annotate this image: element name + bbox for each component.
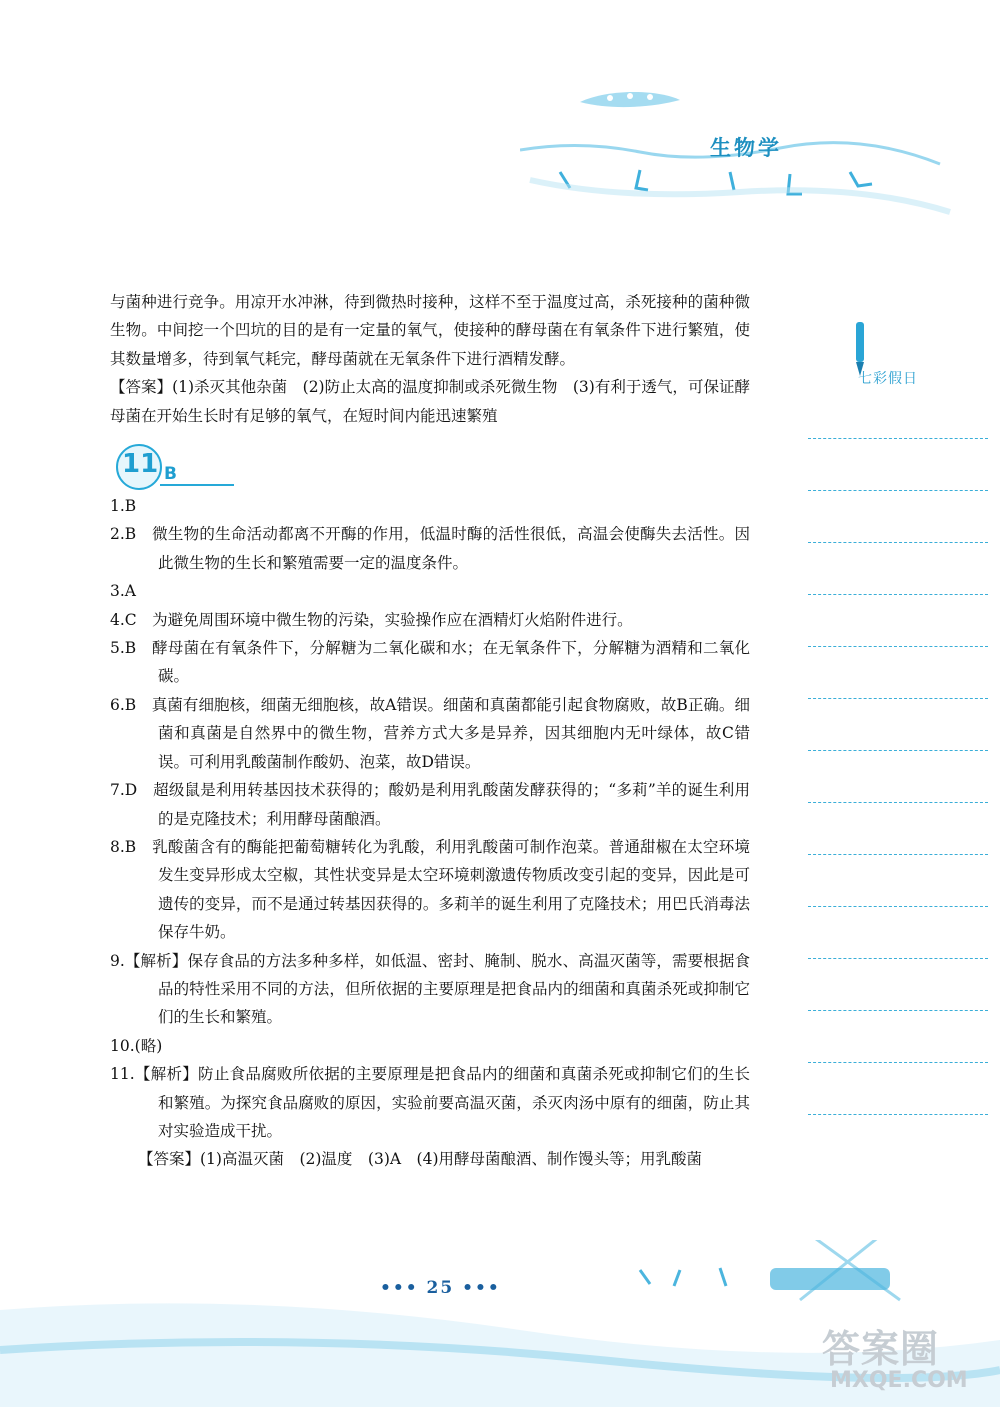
answer-item: 8.B 乳酸菌含有的酶能把葡萄糖转化为乳酸，利用乳酸菌可制作泡菜。普通甜椒在太空环境发生变异形成太空椒，其性状变异是太空环境刺激遗传物质改变引起的变异，因此是可遗传的变异，而不是通过转基因获得的。多莉羊的诞生利用了克隆技术；用巴氏消毒法保存牛奶。: [110, 837, 750, 942]
page-number-value: 25: [426, 1278, 455, 1298]
page-dots-left: •••: [380, 1278, 419, 1298]
answer-item: 4.C 为避免周围环境中微生物的污染，实验操作应在酒精灯火焰附件进行。: [110, 610, 633, 629]
section-badge: [110, 440, 750, 492]
subject-title: 生物学: [710, 136, 782, 160]
answer-item: 5.B 酵母菌在有氧条件下，分解糖为二氧化碳和水；在无氧条件下，分解糖为酒精和二氧化碳。: [110, 639, 750, 686]
page-dots-right: •••: [462, 1278, 501, 1298]
answer-item: 9.【解析】保存食品的方法多种多样，如低温、密封、腌制、脱水、高温灭菌等，需要根据食品的特性采用不同的方法，但所依据的主要原理是把食品内的细菌和真菌杀死或抑制它们的生长和繁殖。: [110, 951, 750, 1027]
answer-item: 【答案】(1)高温灭菌 (2)温度 (3)A (4)用酵母菌酿酒、制作馒头等；用乳酸菌: [138, 1150, 703, 1169]
note-line: [808, 906, 988, 907]
answer-content: [110, 288, 750, 1174]
note-line: [808, 542, 988, 543]
note-line: [808, 490, 988, 491]
note-line: [808, 646, 988, 647]
answer-item: 10.(略): [110, 1036, 163, 1055]
note-line: [808, 958, 988, 959]
note-line: [808, 750, 988, 751]
continued-paragraph: 与菌种进行竞争。用凉开水冲淋，待到微热时接种，这样不至于温度过高，杀死接种的菌种微生物。中间挖一个凹坑的目的是有一定量的氧气，使接种的酵母菌在有氧条件下进行繁殖，使其数量增多，待到氧气耗完，酵母菌就在无氧条件下进行酒精发酵。: [110, 293, 750, 368]
watermark-url: MXQE.COM: [830, 1368, 968, 1393]
brand-label: 七彩假日: [858, 371, 918, 387]
answer-item: 3.A: [110, 582, 136, 601]
watermark-logo: 答案圈: [822, 1327, 940, 1371]
answer-item: 1.B: [110, 497, 137, 516]
answer-paragraph: 【答案】(1)杀灭其他杂菌 (2)防止太高的温度抑制或杀死微生物 (3)有利于透气，可保证酵母菌在开始生长时有足够的氧气，在短时间内能迅速繁殖: [110, 378, 750, 425]
badge-underline: [160, 484, 234, 486]
answer-item: 11.【解析】防止食品腐败所依据的主要原理是把食品内的细菌和真菌杀死或抑制它们的生长和繁殖。为探究食品腐败的原因，实验前要高温灭菌，杀灭肉汤中原有的细菌，防止其对实验造成干扰。: [110, 1065, 750, 1140]
answer-item: 2.B 微生物的生命活动都离不开酶的作用，低温时酶的活性很低，高温会使酶失去活性。因此微生物的生长和繁殖需要一定的温度条件。: [110, 525, 750, 572]
section-number: 11: [122, 449, 159, 480]
note-line: [808, 594, 988, 595]
note-line: [808, 1010, 988, 1011]
answer-item: 7.D 超级鼠是利用转基因技术获得的；酸奶是利用乳酸菌发酵获得的；“多莉”羊的诞生利用的是克隆技术；利用酵母菌酿酒。: [110, 781, 750, 828]
answer-item: 6.B 真菌有细胞核，细菌无细胞核，故A错误。细菌和真菌都能引起食物腐败，故B正确。细菌和真菌是自然界中的微生物，营养方式大多是异养，因其细胞内无叶绿体，故C错误。可利用乳酸菌制作酸奶、泡菜，故D错误。: [110, 695, 750, 771]
note-line: [808, 802, 988, 803]
page-number: [380, 1278, 501, 1298]
note-line: [808, 1062, 988, 1063]
note-line: [808, 1114, 988, 1115]
note-line: [808, 698, 988, 699]
note-line: [808, 438, 988, 439]
note-line: [808, 854, 988, 855]
section-letter: B: [164, 464, 177, 485]
